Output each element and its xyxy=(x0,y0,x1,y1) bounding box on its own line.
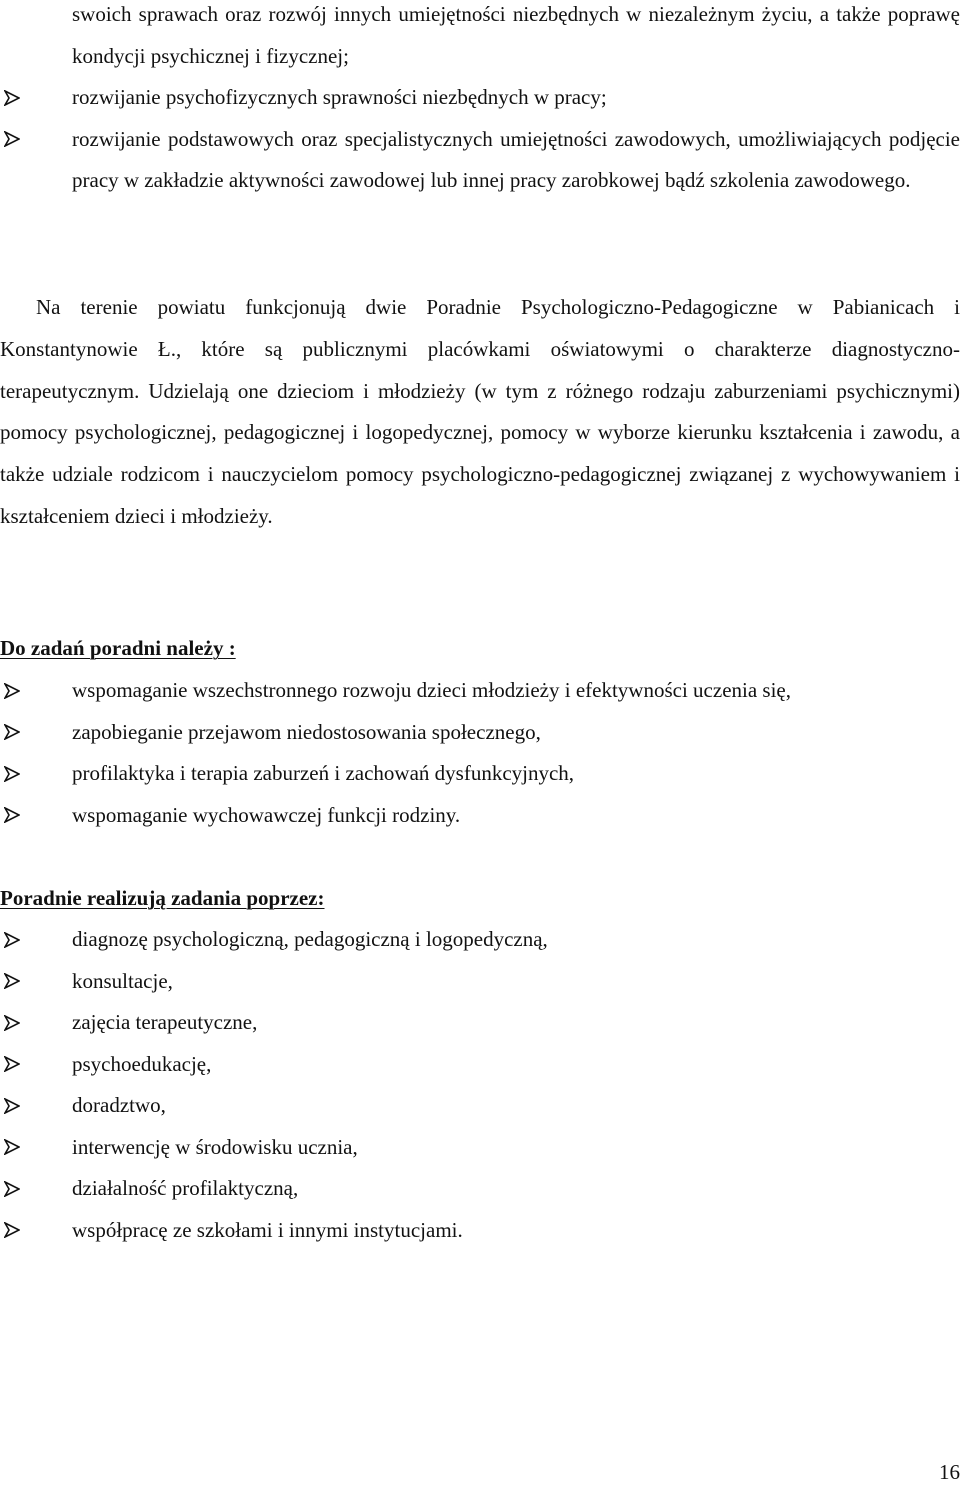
list-item xyxy=(72,1210,960,1252)
list-item xyxy=(72,77,960,119)
list-item xyxy=(72,670,960,712)
arrow-bullet-icon xyxy=(4,77,22,118)
list-item-text: doradztwo, xyxy=(72,1093,166,1117)
continued-list xyxy=(72,0,960,202)
arrow-bullet-icon xyxy=(4,961,22,1002)
list-item xyxy=(72,1127,960,1169)
methods-list xyxy=(72,919,960,1251)
list-item-text: diagnozę psychologiczną, pedagogiczną i logopedyczną, xyxy=(72,927,548,951)
body-paragraph: Na terenie powiatu funkcjonują dwie Poradnie Psychologiczno-Pedagogiczne w Pabianicach i Konstantynowie Ł., które są publicznymi placówkami oświatowymi o charakterze diagnostyczno-terapeutycznym. Udzielają one dzieciom i młodzieży (w tym z różnego rodzaju zaburzeniami psychicznymi) pomocy psychologicznej, pedagogicznej i logopedycznej, pomocy w wyborze kierunku kształcenia i zawodu, a także udziale rodzicom i nauczycielom pomocy psychologiczno-pedagogicznej związanej z wychowywaniem i kształceniem dzieci i młodzieży. xyxy=(0,295,960,528)
list-item-text: zapobieganie przejawom niedostosowania społecznego, xyxy=(72,719,541,744)
arrow-bullet-icon xyxy=(4,1127,22,1168)
list-item-text: konsultacje, xyxy=(72,968,173,993)
list-item xyxy=(72,961,960,1003)
arrow-bullet-icon xyxy=(4,795,22,836)
arrow-bullet-icon xyxy=(4,712,22,753)
section-heading-tasks: Do zadań poradni należy : xyxy=(0,636,236,660)
page-number: 16 xyxy=(939,1460,960,1484)
tasks-list xyxy=(72,670,960,836)
arrow-bullet-icon xyxy=(4,1085,22,1126)
list-item-text: rozwijanie podstawowych oraz specjalistycznych umiejętności zawodowych, umożliwiających podjęcie pracy w zakładzie aktywności zawodowej lub innej pracy zarobkowej bądź szkolenia zawodowego. xyxy=(72,126,960,192)
list-item-text: wspomaganie wszechstronnego rozwoju dzieci młodzieży i efektywności uczenia się, xyxy=(72,678,791,702)
list-item xyxy=(72,919,960,961)
list-item xyxy=(72,119,960,202)
arrow-bullet-icon xyxy=(4,753,22,794)
list-item-text: wspomaganie wychowawczej funkcji rodziny. xyxy=(72,802,461,827)
continued-item-text: swoich sprawach oraz rozwój innych umiejętności niezbędnych w niezależnym życiu, a także poprawę kondycji psychicznej i fizycznej; xyxy=(72,2,960,68)
list-item-text: działalność profilaktyczną, xyxy=(72,1176,299,1200)
list-item-text: zajęcia terapeutyczne, xyxy=(72,1010,258,1034)
list-item-text: profilaktyka i terapia zaburzeń i zachowań dysfunkcyjnych, xyxy=(72,761,575,785)
list-item-text: rozwijanie psychofizycznych sprawności niezbędnych w pracy; xyxy=(72,85,607,109)
list-item xyxy=(72,1085,960,1127)
list-item-text: interwencję w środowisku ucznia, xyxy=(72,1134,358,1159)
arrow-bullet-icon xyxy=(4,1044,22,1085)
arrow-bullet-icon xyxy=(4,1168,22,1209)
arrow-bullet-icon xyxy=(4,919,22,960)
section-heading-methods: Poradnie realizują zadania poprzez: xyxy=(0,886,325,910)
list-item xyxy=(72,1002,960,1044)
arrow-bullet-icon xyxy=(4,1002,22,1043)
list-item-text: współpracę ze szkołami i innymi instytucjami. xyxy=(72,1217,463,1242)
list-item-text: psychoedukację, xyxy=(72,1051,212,1076)
list-item xyxy=(72,795,960,837)
list-item xyxy=(72,1168,960,1210)
arrow-bullet-icon xyxy=(4,119,22,160)
list-item xyxy=(72,1044,960,1086)
continued-bullet-list xyxy=(72,77,960,202)
arrow-bullet-icon xyxy=(4,670,22,711)
list-item xyxy=(72,712,960,754)
list-item xyxy=(72,753,960,795)
arrow-bullet-icon xyxy=(4,1210,22,1251)
